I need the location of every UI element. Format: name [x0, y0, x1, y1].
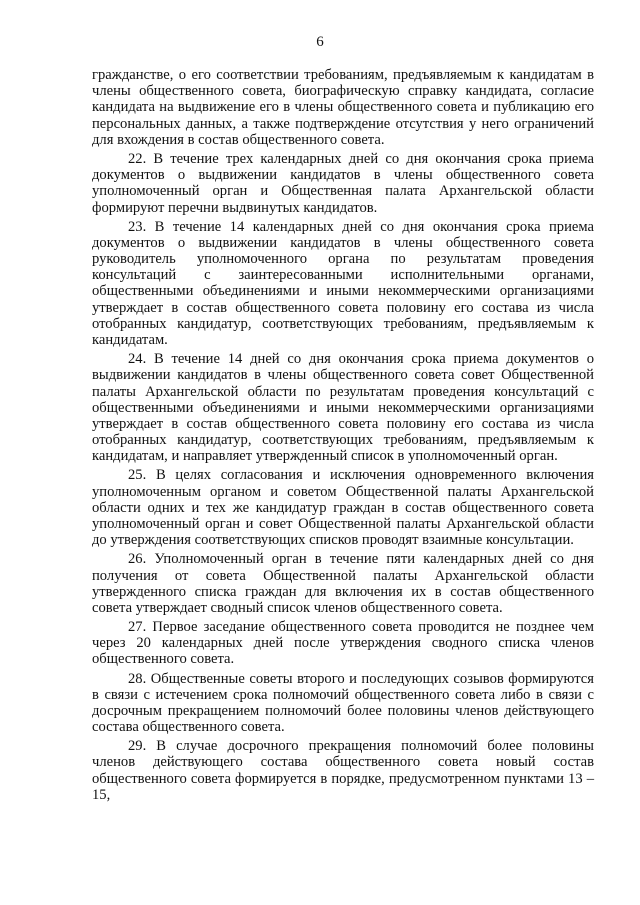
paragraph-25: 25. В целях согласования и исключения одновременного включения уполномоченным органом и советом Общественной палаты Архангельской области одних и тех же кандидатур граждан в состав общественного совета уполномоченный орган и совет Общественной палаты Архангельской области до утверждения соответствующих списков проводят взаимные консультации.: [92, 467, 594, 549]
paragraph-29: 29. В случае досрочного прекращения полномочий более половины членов действующего состава общественного совета новый состав общественного совета формируется в порядке, предусмотренном пунктами 13 – 15,: [92, 738, 594, 803]
paragraph-23: 23. В течение 14 календарных дней со дня окончания срока приема документов о выдвижении кандидатов в члены общественного совета руководитель уполномоченного органа по результатам проведения консультаций с заинтересованными исполнительными органами, общественными объединениями и иными некоммерческими организациями утверждает в состав общественного совета половину его состава из числа отобранных кандидатур, соответствующих требованиям, предъявляемым к кандидатам.: [92, 218, 594, 349]
document-body: [92, 67, 594, 806]
paragraph-24: 24. В течение 14 дней со дня окончания срока приема документов о выдвижении кандидатов в члены общественного совета совет Общественной палаты Архангельской области по результатам проведения консультаций с общественными объединениями и иными некоммерческими организациями утверждает в состав общественного совета половину его состава из числа отобранных кандидатур, соответствующих требованиям, предъявляемым к кандидатам, и направляет утвержденный список в уполномоченный орган.: [92, 351, 594, 465]
paragraph-27: 27. Первое заседание общественного совета проводится не позднее чем через 20 календарных дней после утверждения сводного списка членов общественного совета.: [92, 619, 594, 668]
paragraph-28: 28. Общественные советы второго и последующих созывов формируются в связи с истечением срока полномочий общественного совета либо в связи с досрочным прекращением полномочий более половины членов действующего состава общественного совета.: [92, 670, 594, 736]
paragraph-26: 26. Уполномоченный орган в течение пяти календарных дней со дня получения от совета Общественной палаты Архангельской области утвержденного списка граждан для включения их в состав общественного совета утверждает сводный список членов общественного совета.: [92, 551, 594, 616]
paragraph-22: 22. В течение трех календарных дней со дня окончания срока приема документов о выдвижении кандидатов в члены общественного совета уполномоченный орган и Общественная палата Архангельской области формируют перечни выдвинутых кандидатов.: [92, 150, 594, 216]
paragraph-continuation: гражданстве, о его соответствии требованиям, предъявляемым к кандидатам в члены общественного совета, биографическую справку кандидата, согласие кандидата на выдвижение его в члены общественного совета и публикацию его персональных данных, а также подтверждение отсутствия у него ограничений для вхождения в состав общественного совета.: [92, 67, 594, 148]
page-number: 6: [316, 34, 324, 50]
